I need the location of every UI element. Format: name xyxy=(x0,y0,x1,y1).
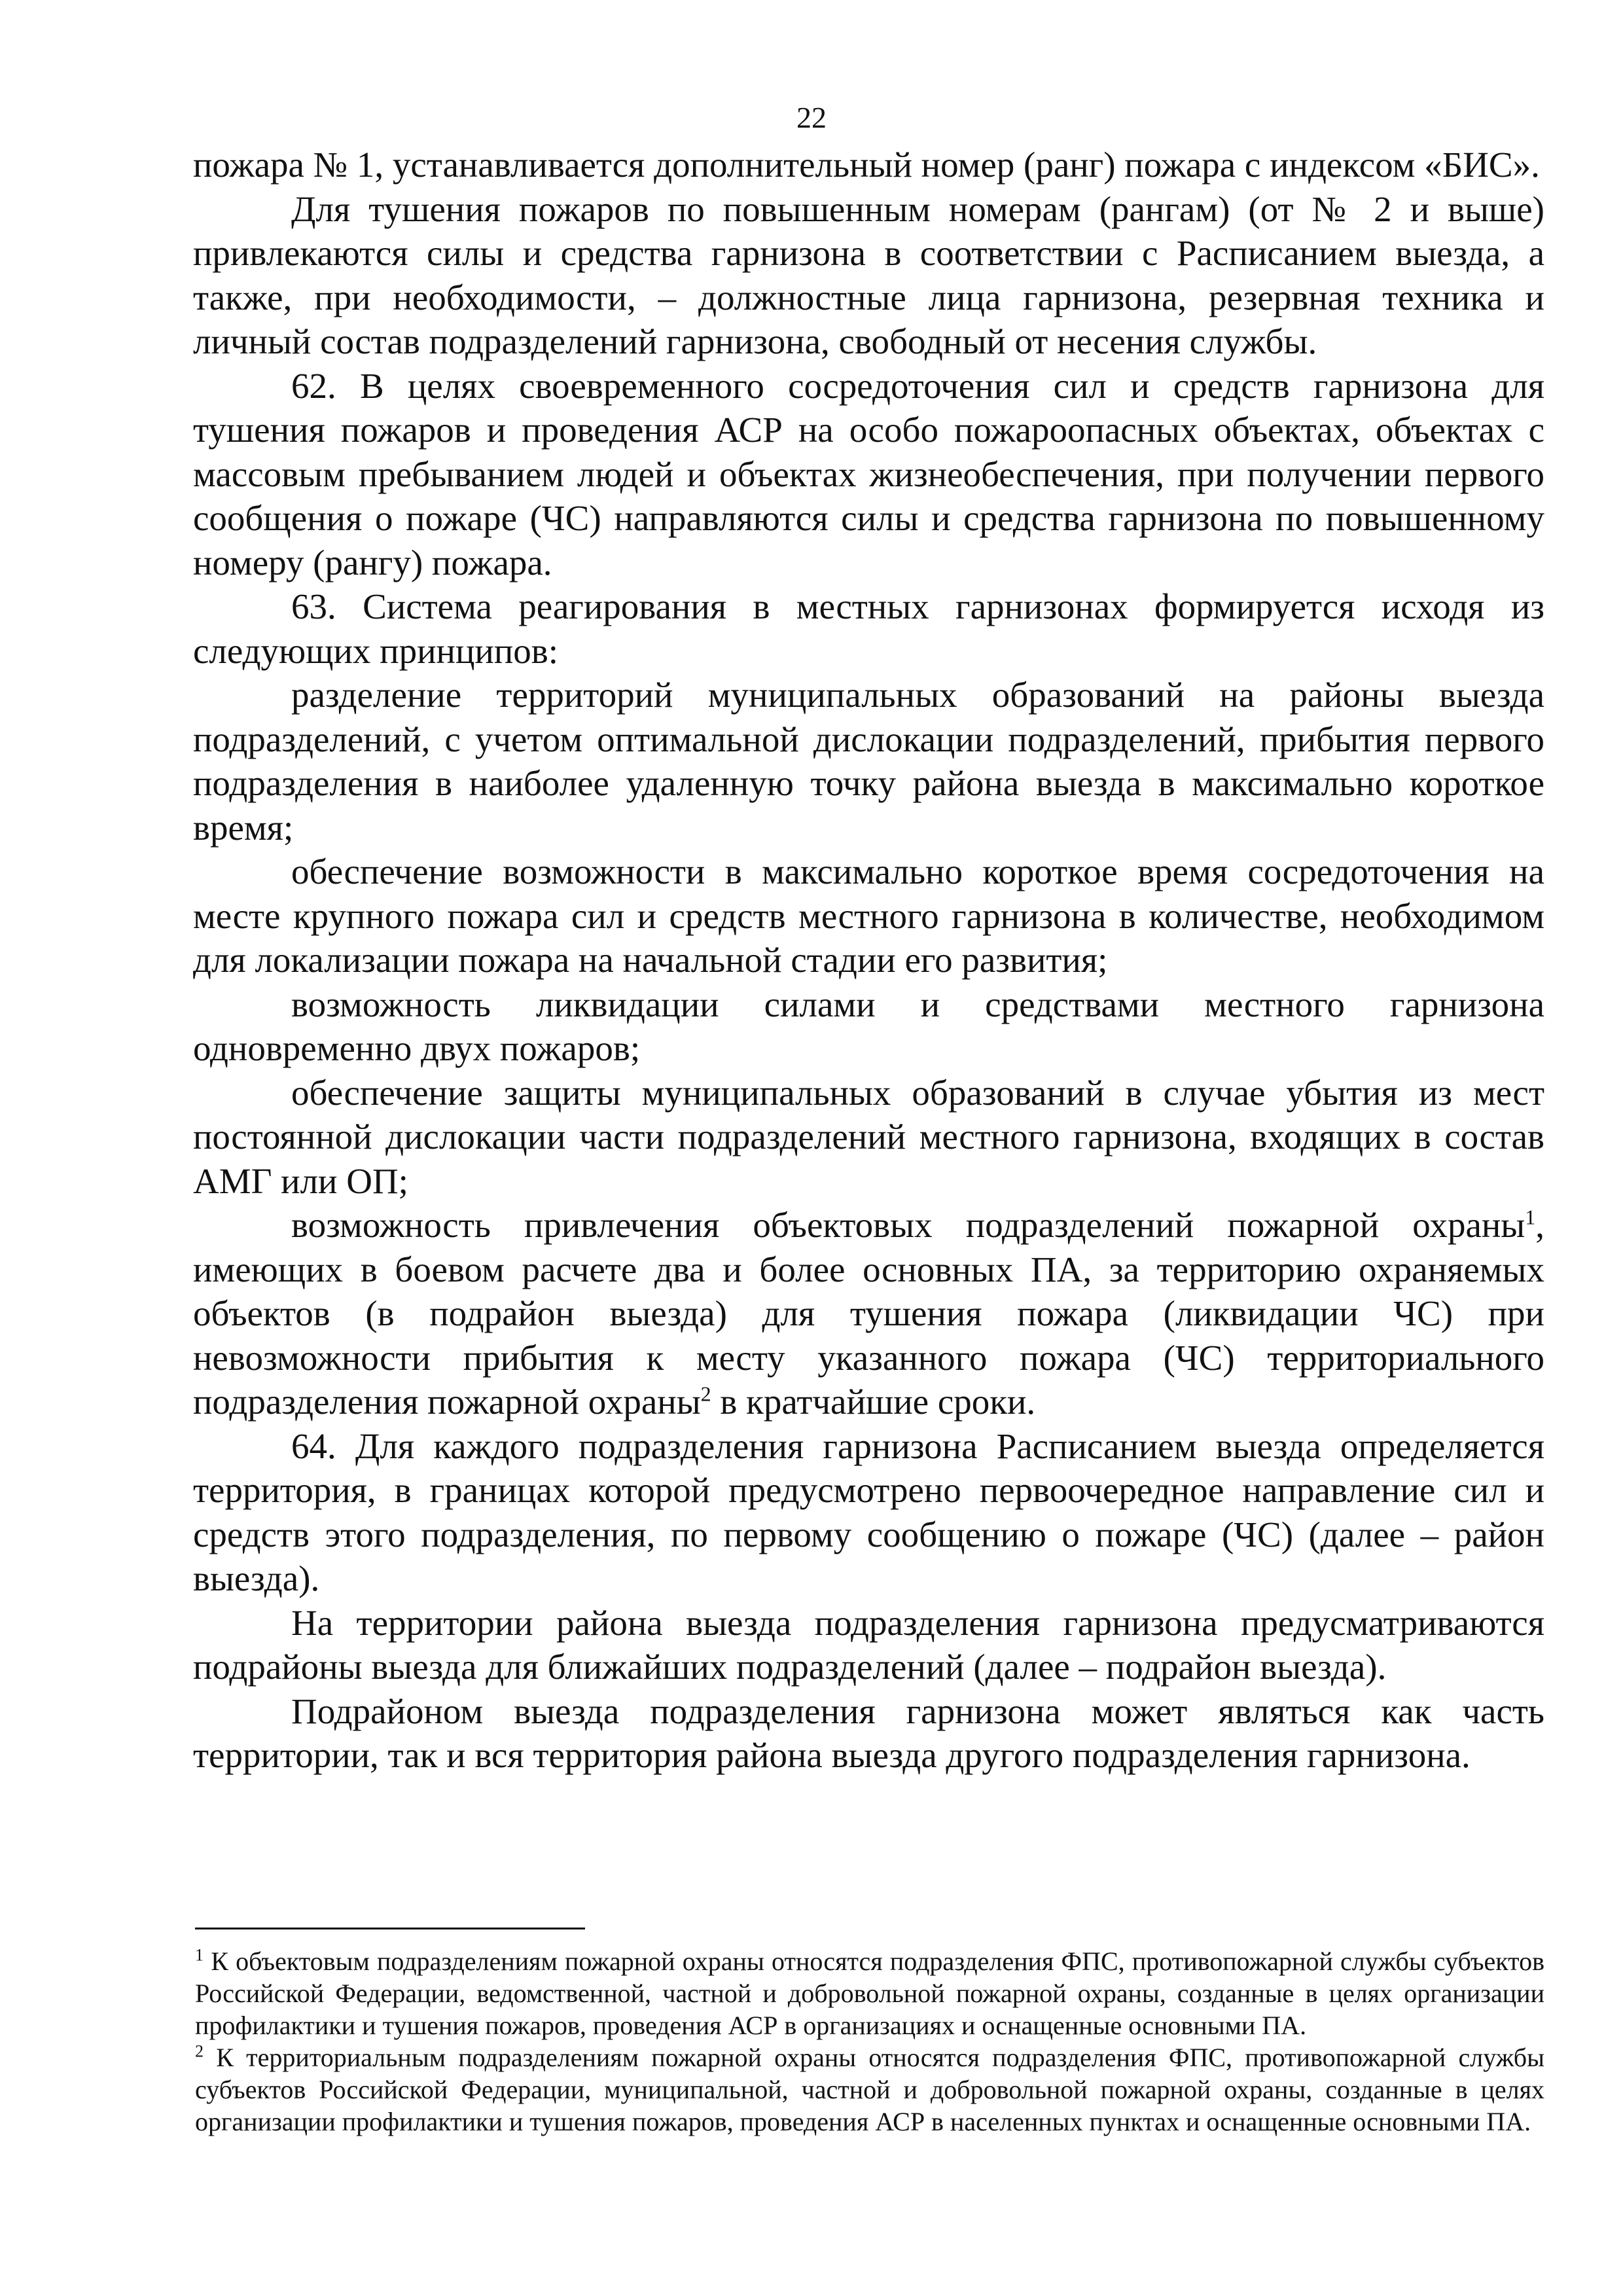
footnote-divider xyxy=(195,1928,585,1929)
paragraph-item-62: 62. В целях своевременного сосредоточения сил и средств гарнизона для тушения пожаров и проведения АСР на особо пожароопасных объектах, объектах с массовым пребыванием людей и объектах жизнеобеспечения, при получении первого сообщения о пожаре (ЧС) направляются силы и средства гарнизона по повышенному номеру (рангу) пожара. xyxy=(193,365,1544,583)
paragraph: пожара № 1, устанавливается дополнительный номер (ранг) пожара с индексом «БИС». xyxy=(193,145,1540,185)
paragraph: Подрайоном выезда подразделения гарнизона может являться как часть территории, так и вся территория района выезда другого подразделения гарнизона. xyxy=(193,1691,1544,1775)
page-number: 22 xyxy=(796,101,827,134)
footnote-ref-1: 1 xyxy=(1525,1205,1536,1229)
footnote-ref-2: 2 xyxy=(700,1382,711,1406)
principle-item: разделение территорий муниципальных образований на районы выезда подразделений, с учетом оптимальной дислокации подразделений, прибытия первого подразделения в наиболее удаленную точку района выезда в максимально короткое время; xyxy=(193,675,1544,848)
paragraph-text: в кратчайшие сроки. xyxy=(711,1382,1036,1422)
paragraph-item-63: 63. Система реагирования в местных гарнизонах формируется исходя из следующих принципов: xyxy=(193,586,1544,671)
paragraph-text: возможность привлечения объектовых подразделений пожарной охраны xyxy=(291,1205,1525,1245)
principle-item xyxy=(193,1203,1544,1424)
paragraph-text: , имеющих в боевом расчете два и более основных ПА, за территорию охраняемых объектов (в подрайон выезда) для тушения пожара (ликвидации ЧС) при невозможности прибытия к месту указанного пожара (ЧС) территориального подразделения пожарной охраны xyxy=(193,1205,1544,1422)
principle-item: обеспечение возможности в максимально короткое время сосредоточения на месте крупного пожара сил и средств местного гарнизона в количестве, необходимом для локализации пожара на начальной стадии его развития; xyxy=(193,852,1544,980)
document-body xyxy=(193,143,1544,1778)
principle-item: обеспечение защиты муниципальных образований в случае убытия из мест постоянной дислокации части подразделений местного гарнизона, входящих в состав АМГ или ОП; xyxy=(193,1072,1544,1201)
paragraph: Для тушения пожаров по повышенным номерам (рангам) (от № 2 и выше) привлекаются силы и средства гарнизона в соответствии с Расписанием выезда, а также, при необходимости, – должностные лица гарнизона, резервная техника и личный состав подразделений гарнизона, свободный от несения службы. xyxy=(193,188,1544,361)
footnotes xyxy=(195,1945,1544,2138)
footnote-marker: 2 xyxy=(195,2041,204,2061)
footnote-marker: 1 xyxy=(195,1945,204,1965)
paragraph-item-64: 64. Для каждого подразделения гарнизона Расписанием выезда определяется территория, в границах которой предусмотрено первоочередное направление сил и средств этого подразделения, по первому сообщению о пожаре (ЧС) (далее – район выезда). xyxy=(193,1426,1544,1598)
paragraph: На территории района выезда подразделения гарнизона предусматриваются подрайоны выезда для ближайших подразделений (далее – подрайон выезда). xyxy=(193,1602,1544,1687)
footnote-2 xyxy=(195,2041,1544,2138)
footnote-text: К территориальным подразделениям пожарной охраны относятся подразделения ФПС, противопожарной службы субъектов Российской Федерации, муниципальной, частной и добровольной пожарной охраны, созданные в целях организации профилактики и тушения пожаров, проведения АСР в населенных пунктах и оснащенные основными ПА. xyxy=(195,2043,1544,2136)
footnote-1 xyxy=(195,1945,1544,2041)
footnote-text: К объектовым подразделениям пожарной охраны относятся подразделения ФПС, противопожарной службы субъектов Российской Федерации, ведомственной, частной и добровольной пожарной охраны, созданные в целях организации профилактики и тушения пожаров, проведения АСР в организациях и оснащенные основными ПА. xyxy=(195,1946,1544,2040)
principle-item: возможность ликвидации силами и средствами местного гарнизона одновременно двух пожаров; xyxy=(193,984,1544,1068)
